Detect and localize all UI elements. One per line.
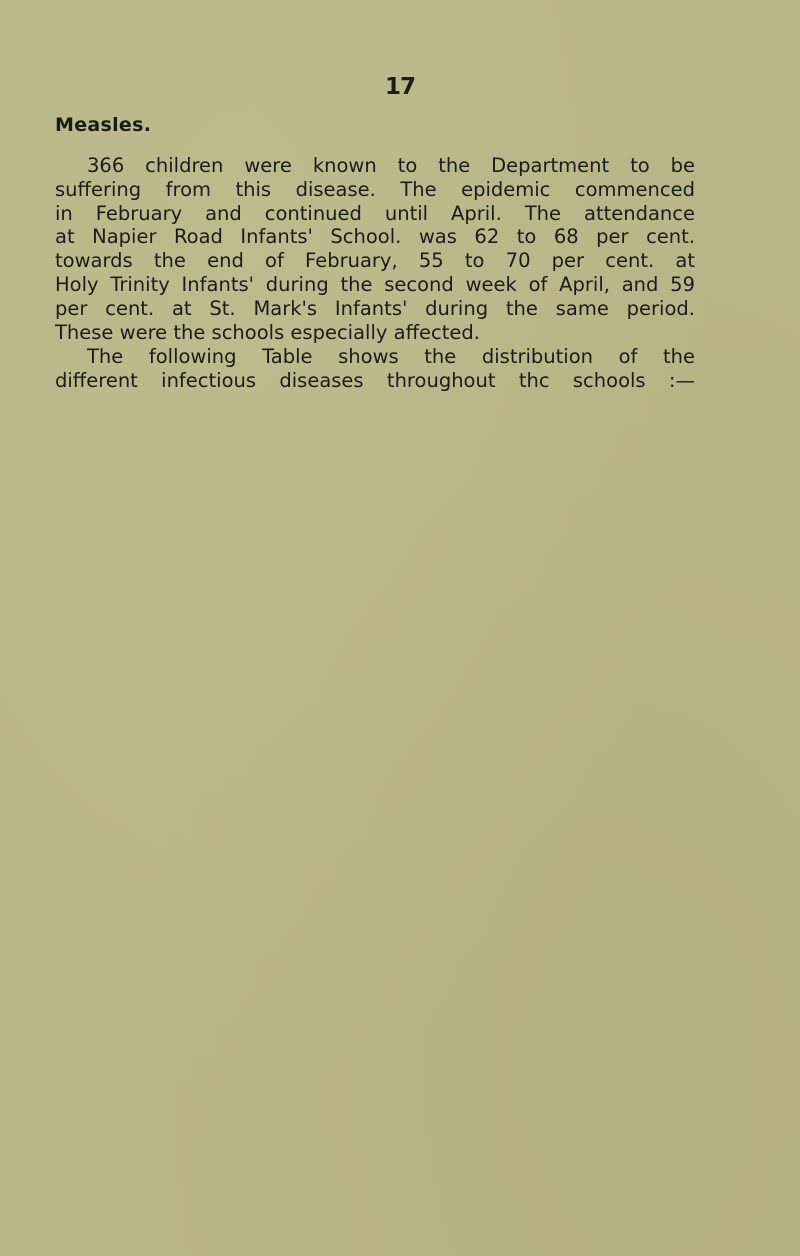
section-heading: Measles. (55, 114, 152, 136)
paragraph-line: at Napier Road Infants' School. was 62 to 68 per cent. (55, 225, 695, 249)
paragraph-line: The following Table shows the distribution of the (87, 345, 695, 368)
paragraph-line: different infectious diseases throughout thc schools :— (55, 368, 695, 392)
paragraph-line: Holy Trinity Infants' during the second week of April, and 59 (55, 272, 695, 296)
paragraph-line: suffering from this disease. The epidemic commenced (55, 177, 695, 201)
paragraph-line-last: These were the schools especially affected. (55, 320, 480, 344)
paragraph-line: in February and continued until April. The attendance (55, 201, 695, 225)
paragraph-line: 366 children were known to the Department to be (87, 154, 695, 177)
page-number: 17 (384, 74, 415, 100)
paragraph-line: per cent. at St. Mark's Infants' during the same period. (55, 296, 695, 320)
paragraph-measles (55, 154, 695, 344)
paragraph-table-intro (55, 345, 695, 393)
paragraph-line: towards the end of February, 55 to 70 per cent. at (55, 249, 695, 273)
